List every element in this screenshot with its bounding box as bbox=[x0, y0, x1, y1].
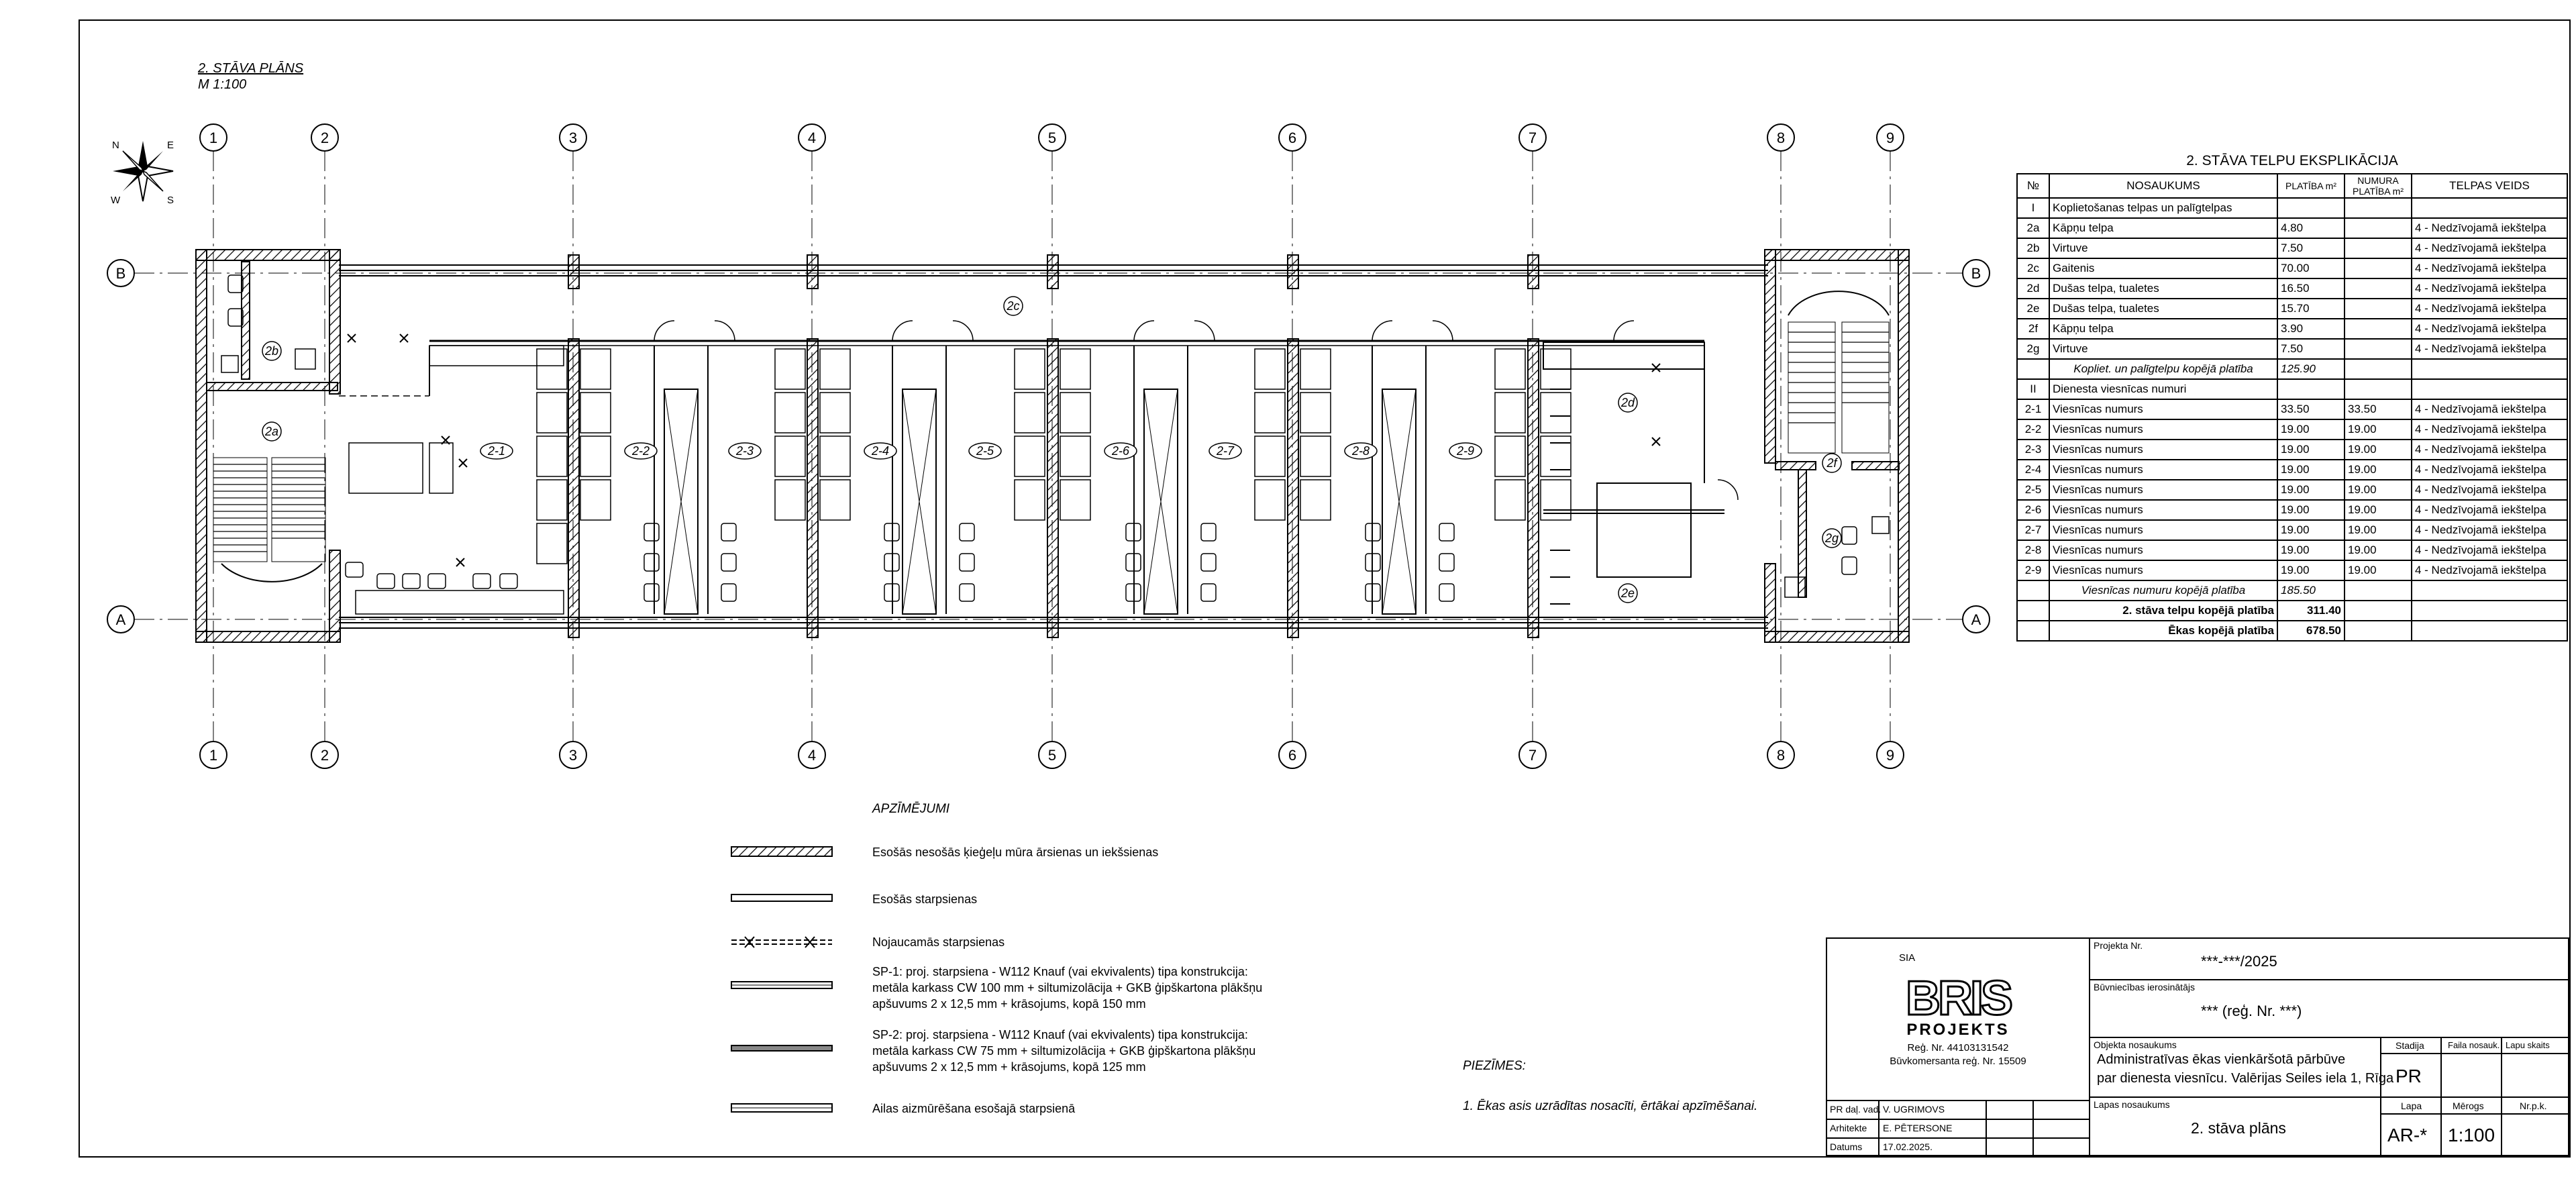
explication-header-row bbox=[2017, 174, 2567, 198]
svg-text:6: 6 bbox=[1288, 130, 1297, 146]
cell-no: 2-8 bbox=[2017, 540, 2049, 560]
cell-area: 19.00 bbox=[2277, 500, 2345, 520]
svg-text:B: B bbox=[1971, 265, 1981, 282]
explication-row bbox=[2017, 500, 2567, 520]
plan-title: 2. STĀVA PLĀNS bbox=[198, 61, 304, 76]
cell-area: 19.00 bbox=[2277, 520, 2345, 540]
cell-room-area bbox=[2345, 218, 2412, 238]
explication-row bbox=[2017, 218, 2567, 238]
cell-name: Viesnīcas numurs bbox=[2049, 440, 2277, 460]
cell-room-area bbox=[2345, 580, 2412, 601]
cell-type: 4 - Nedzīvojamā iekštelpa bbox=[2412, 299, 2567, 319]
cell-type: 4 - Nedzīvojamā iekštelpa bbox=[2412, 218, 2567, 238]
cell-type bbox=[2412, 379, 2567, 399]
tb-sheet-name: 2. stāva plāns bbox=[2191, 1119, 2286, 1137]
cell-type: 4 - Nedzīvojamā iekštelpa bbox=[2412, 278, 2567, 299]
cell-area: 15.70 bbox=[2277, 299, 2345, 319]
cell-type bbox=[2412, 198, 2567, 218]
svg-text:2-4: 2-4 bbox=[871, 444, 890, 458]
cell-room-area bbox=[2345, 379, 2412, 399]
explication-row bbox=[2017, 460, 2567, 480]
cell-room-area bbox=[2345, 601, 2412, 621]
cell-name: Dienesta viesnīcas numuri bbox=[2049, 379, 2277, 399]
explication-row bbox=[2017, 540, 2567, 560]
cell-name: Virtuve bbox=[2049, 238, 2277, 258]
svg-text:5: 5 bbox=[1047, 130, 1057, 146]
cell-room-area: 33.50 bbox=[2345, 399, 2412, 419]
cell-no: 2d bbox=[2017, 278, 2049, 299]
cell-name: Viesnīcas numurs bbox=[2049, 460, 2277, 480]
cell-name: Dušas telpa, tualetes bbox=[2049, 278, 2277, 299]
cell-room-area: 19.00 bbox=[2345, 480, 2412, 500]
svg-text:2-7: 2-7 bbox=[1216, 444, 1235, 458]
cell-name: Viesnīcas numurs bbox=[2049, 540, 2277, 560]
cell-type: 4 - Nedzīvojamā iekštelpa bbox=[2412, 440, 2567, 460]
cell-name: Kāpņu telpa bbox=[2049, 218, 2277, 238]
svg-text:2-2: 2-2 bbox=[631, 444, 650, 458]
cell-name: Viesnīcas numurs bbox=[2049, 399, 2277, 419]
tb-project-nr-label: Projekta Nr. bbox=[2094, 940, 2143, 951]
cell-area: 3.90 bbox=[2277, 319, 2345, 339]
svg-text:1: 1 bbox=[209, 747, 218, 764]
legend-item-sp2: SP-2: proj. starpsiena - W112 Knauf (vai ekvivalents) tipa konstrukcija: metāla karkass CW 75 mm + siltumizolācija + GKB ģipškartona plākšņu apšuvums 2 x 12,5 mm + krāsojums, kopā 125 mm bbox=[872, 1028, 1256, 1074]
explication-row bbox=[2017, 258, 2567, 278]
svg-text:3: 3 bbox=[568, 747, 578, 764]
cell-no bbox=[2017, 359, 2049, 379]
cell-area: 4.80 bbox=[2277, 218, 2345, 238]
svg-text:4: 4 bbox=[807, 130, 817, 146]
tb-scale: 1:100 bbox=[2448, 1125, 2495, 1145]
cell-area: 16.50 bbox=[2277, 278, 2345, 299]
cell-room-area bbox=[2345, 238, 2412, 258]
cell-type bbox=[2412, 621, 2567, 641]
explication-row bbox=[2017, 299, 2567, 319]
cell-area bbox=[2277, 198, 2345, 218]
explication-row bbox=[2017, 560, 2567, 580]
explication-row bbox=[2017, 480, 2567, 500]
legend-item-masonry: Esošās nesošās ķieģeļu mūra ārsienas un iekšsienas bbox=[872, 846, 1159, 859]
tb-object-line1: Administratīvas ēkas vienkāršotā pārbūve bbox=[2097, 1052, 2346, 1067]
explication-row bbox=[2017, 601, 2567, 621]
tb-role-1: PR daļ. vad. bbox=[1830, 1104, 1882, 1115]
cell-area: 678.50 bbox=[2277, 621, 2345, 641]
cell-area: 19.00 bbox=[2277, 440, 2345, 460]
cell-no: 2c bbox=[2017, 258, 2049, 278]
cell-type: 4 - Nedzīvojamā iekštelpa bbox=[2412, 258, 2567, 278]
tb-name-3: 17.02.2025. bbox=[1883, 1141, 1933, 1152]
explication-row bbox=[2017, 399, 2567, 419]
cell-no: 2-7 bbox=[2017, 520, 2049, 540]
svg-text:2d: 2d bbox=[1620, 396, 1635, 409]
cell-type: 4 - Nedzīvojamā iekštelpa bbox=[2412, 480, 2567, 500]
room-explication bbox=[2016, 153, 2568, 642]
cell-type: 4 - Nedzīvojamā iekštelpa bbox=[2412, 399, 2567, 419]
cell-type: 4 - Nedzīvojamā iekštelpa bbox=[2412, 500, 2567, 520]
cell-no bbox=[2017, 580, 2049, 601]
cell-room-area bbox=[2345, 299, 2412, 319]
tb-object-line2: par dienesta viesnīcu. Valērijas Seiles iela 1, Rīga bbox=[2097, 1071, 2394, 1086]
cell-type: 4 - Nedzīvojamā iekštelpa bbox=[2412, 460, 2567, 480]
svg-text:9: 9 bbox=[1886, 130, 1895, 146]
cell-type: 4 - Nedzīvojamā iekštelpa bbox=[2412, 319, 2567, 339]
header-area: PLATĪBA m² bbox=[2277, 174, 2345, 198]
legend-item-demolished: Nojaucamās starpsienas bbox=[872, 935, 1005, 949]
tb-sheet-name-label: Lapas nosaukums bbox=[2094, 1099, 2170, 1110]
cell-no: 2-6 bbox=[2017, 500, 2049, 520]
cell-area: 33.50 bbox=[2277, 399, 2345, 419]
cell-area: 311.40 bbox=[2277, 601, 2345, 621]
cell-no bbox=[2017, 601, 2049, 621]
cell-room-area bbox=[2345, 278, 2412, 299]
cell-name: 2. stāva telpu kopējā platība bbox=[2049, 601, 2277, 621]
cell-no bbox=[2017, 621, 2049, 641]
cell-room-area bbox=[2345, 258, 2412, 278]
cell-no: II bbox=[2017, 379, 2049, 399]
cell-room-area bbox=[2345, 621, 2412, 641]
explication-row bbox=[2017, 580, 2567, 601]
svg-text:2b: 2b bbox=[264, 344, 279, 358]
cell-area: 19.00 bbox=[2277, 480, 2345, 500]
floor-plan bbox=[196, 250, 1909, 642]
svg-text:2f: 2f bbox=[1826, 456, 1837, 470]
cell-name: Viesnīcas numuru kopējā platība bbox=[2049, 580, 2277, 601]
notes-item: 1. Ēkas asis uzrādītas nosacīti, ērtākai apzīmēšanai. bbox=[1463, 1099, 1758, 1113]
svg-text:A: A bbox=[1971, 611, 1981, 628]
cell-area: 7.50 bbox=[2277, 339, 2345, 359]
svg-text:3: 3 bbox=[568, 130, 578, 146]
cell-no: 2-1 bbox=[2017, 399, 2049, 419]
cell-name: Kopliet. un palīgtelpu kopējā platība bbox=[2049, 359, 2277, 379]
explication-row bbox=[2017, 379, 2567, 399]
cell-room-area: 19.00 bbox=[2345, 440, 2412, 460]
tb-sheets-label: Lapu skaits bbox=[2506, 1040, 2550, 1050]
svg-text:2-6: 2-6 bbox=[1111, 444, 1130, 458]
explication-row bbox=[2017, 359, 2567, 379]
cell-room-area: 19.00 bbox=[2345, 540, 2412, 560]
cell-no: 2g bbox=[2017, 339, 2049, 359]
cell-name: Kāpņu telpa bbox=[2049, 319, 2277, 339]
svg-text:6: 6 bbox=[1288, 747, 1297, 764]
cell-name: Ēkas kopējā platība bbox=[2049, 621, 2277, 641]
cell-name: Viesnīcas numurs bbox=[2049, 419, 2277, 440]
svg-text:B: B bbox=[115, 265, 126, 282]
svg-text:5: 5 bbox=[1047, 747, 1057, 764]
explication-row bbox=[2017, 339, 2567, 359]
tb-file-label: Faila nosauk. bbox=[2448, 1040, 2500, 1050]
axis-bubbles-bottom bbox=[200, 741, 1904, 768]
cell-type: 4 - Nedzīvojamā iekštelpa bbox=[2412, 419, 2567, 440]
svg-text:A: A bbox=[115, 611, 126, 628]
cell-room-area bbox=[2345, 319, 2412, 339]
cell-area: 19.00 bbox=[2277, 560, 2345, 580]
tb-sheet-label: Lapa bbox=[2401, 1101, 2422, 1111]
svg-text:2e: 2e bbox=[1620, 586, 1635, 600]
cell-type bbox=[2412, 601, 2567, 621]
svg-text:9: 9 bbox=[1886, 747, 1895, 764]
cell-no: 2-9 bbox=[2017, 560, 2049, 580]
cell-room-area bbox=[2345, 198, 2412, 218]
legend-item-opening-fill: Ailas aizmūrēšana esošajā starpsienā bbox=[872, 1102, 1076, 1115]
svg-text:1: 1 bbox=[209, 130, 218, 146]
cell-room-area: 19.00 bbox=[2345, 520, 2412, 540]
svg-text:2a: 2a bbox=[264, 425, 279, 438]
svg-text:Reģ. Nr. 44103131542: Reģ. Nr. 44103131542 bbox=[1907, 1042, 2009, 1054]
svg-text:7: 7 bbox=[1528, 130, 1537, 146]
cell-room-area: 19.00 bbox=[2345, 560, 2412, 580]
svg-text:2: 2 bbox=[320, 747, 329, 764]
svg-text:E: E bbox=[167, 140, 174, 151]
header-no: № bbox=[2017, 174, 2049, 198]
tb-scale-label: Mērogs bbox=[2453, 1101, 2484, 1111]
cell-no: 2-5 bbox=[2017, 480, 2049, 500]
cell-room-area: 19.00 bbox=[2345, 460, 2412, 480]
cell-area: 185.50 bbox=[2277, 580, 2345, 601]
cell-no: I bbox=[2017, 198, 2049, 218]
cell-area: 7.50 bbox=[2277, 238, 2345, 258]
explication-caption: 2. STĀVA TELPU EKSPLIKĀCIJA bbox=[2186, 153, 2398, 168]
cell-type: 4 - Nedzīvojamā iekštelpa bbox=[2412, 540, 2567, 560]
cell-no: 2f bbox=[2017, 319, 2049, 339]
tb-stage-label: Stadija bbox=[2395, 1040, 2424, 1051]
svg-text:SIA: SIA bbox=[1899, 952, 1916, 964]
compass-icon bbox=[111, 140, 174, 206]
svg-text:2-9: 2-9 bbox=[1456, 444, 1475, 458]
cell-type: 4 - Nedzīvojamā iekštelpa bbox=[2412, 560, 2567, 580]
svg-text:2-5: 2-5 bbox=[976, 444, 994, 458]
tb-project-nr: ***-***/2025 bbox=[2201, 953, 2277, 970]
svg-text:BRIS: BRIS bbox=[1905, 972, 2011, 1025]
tb-name-1: V. UGRIMOVS bbox=[1883, 1104, 1945, 1115]
legend-title: APZĪMĒJUMI bbox=[872, 802, 950, 816]
svg-text:2c: 2c bbox=[1007, 299, 1020, 313]
cell-room-area bbox=[2345, 339, 2412, 359]
svg-text:7: 7 bbox=[1528, 747, 1537, 764]
tb-initiator: *** (reģ. Nr. ***) bbox=[2201, 1003, 2302, 1019]
tb-name-2: E. PĒTERSONE bbox=[1883, 1123, 1953, 1133]
cell-area: 19.00 bbox=[2277, 460, 2345, 480]
axis-bubbles-top bbox=[200, 124, 1904, 151]
cell-type bbox=[2412, 580, 2567, 601]
tb-nr-label: Nr.p.k. bbox=[2520, 1101, 2547, 1111]
cell-no: 2-2 bbox=[2017, 419, 2049, 440]
legend-item-existing-partitions: Esošās starpsienas bbox=[872, 892, 978, 906]
explication-row bbox=[2017, 319, 2567, 339]
legend-symbols bbox=[731, 847, 832, 1112]
cell-type: 4 - Nedzīvojamā iekštelpa bbox=[2412, 520, 2567, 540]
header-room-area: NUMURA PLATĪBA m² bbox=[2345, 174, 2412, 198]
header-type: TELPAS VEIDS bbox=[2412, 174, 2567, 198]
cell-name: Viesnīcas numurs bbox=[2049, 520, 2277, 540]
explication-row bbox=[2017, 621, 2567, 641]
cell-name: Viesnīcas numurs bbox=[2049, 480, 2277, 500]
tb-stage: PR bbox=[2395, 1066, 2422, 1086]
cell-type: 4 - Nedzīvojamā iekštelpa bbox=[2412, 238, 2567, 258]
cell-type bbox=[2412, 359, 2567, 379]
plan-scale: M 1:100 bbox=[198, 77, 247, 92]
company-logo bbox=[1890, 952, 2026, 1067]
cell-no: 2e bbox=[2017, 299, 2049, 319]
cell-name: Viesnīcas numurs bbox=[2049, 560, 2277, 580]
explication-row bbox=[2017, 520, 2567, 540]
svg-text:2: 2 bbox=[320, 130, 329, 146]
cell-room-area: 19.00 bbox=[2345, 500, 2412, 520]
cell-area bbox=[2277, 379, 2345, 399]
tb-initiator-label: Būvniecības ierosinātājs bbox=[2094, 982, 2195, 992]
svg-text:W: W bbox=[111, 195, 121, 206]
explication-row bbox=[2017, 198, 2567, 218]
svg-text:2g: 2g bbox=[1824, 531, 1839, 545]
cell-name: Gaitenis bbox=[2049, 258, 2277, 278]
header-name: NOSAUKUMS bbox=[2049, 174, 2277, 198]
cell-name: Viesnīcas numurs bbox=[2049, 500, 2277, 520]
svg-text:2-3: 2-3 bbox=[735, 444, 754, 458]
svg-text:8: 8 bbox=[1776, 130, 1786, 146]
svg-text:PROJEKTS: PROJEKTS bbox=[1906, 1021, 2010, 1039]
svg-text:4: 4 bbox=[807, 747, 817, 764]
cell-area: 19.00 bbox=[2277, 540, 2345, 560]
cell-no: 2a bbox=[2017, 218, 2049, 238]
explication-row bbox=[2017, 419, 2567, 440]
explication-row bbox=[2017, 238, 2567, 258]
legend-item-sp1: SP-1: proj. starpsiena - W112 Knauf (vai ekvivalents) tipa konstrukcija: metāla karkass CW 100 mm + siltumizolācija + GKB ģipškartona plākšņu apšuvums 2 x 12,5 mm + krāsojums, kopā 150 mm bbox=[872, 965, 1263, 1011]
svg-text:Būvkomersanta reģ. Nr. 15509: Būvkomersanta reģ. Nr. 15509 bbox=[1890, 1056, 2026, 1067]
svg-text:2-8: 2-8 bbox=[1351, 444, 1370, 458]
cell-name: Dušas telpa, tualetes bbox=[2049, 299, 2277, 319]
cell-name: Virtuve bbox=[2049, 339, 2277, 359]
svg-text:S: S bbox=[167, 195, 174, 206]
cell-type: 4 - Nedzīvojamā iekštelpa bbox=[2412, 339, 2567, 359]
cell-room-area: 19.00 bbox=[2345, 419, 2412, 440]
cell-name: Koplietošanas telpas un palīgtelpas bbox=[2049, 198, 2277, 218]
svg-text:2-1: 2-1 bbox=[487, 444, 506, 458]
explication-row bbox=[2017, 278, 2567, 299]
explication-row bbox=[2017, 440, 2567, 460]
tb-sheet: AR-* bbox=[2387, 1125, 2428, 1145]
notes-title: PIEZĪMES: bbox=[1463, 1059, 1526, 1073]
cell-area: 125.90 bbox=[2277, 359, 2345, 379]
cell-no: 2-3 bbox=[2017, 440, 2049, 460]
tb-role-2: Arhitekte bbox=[1830, 1123, 1867, 1133]
svg-text:N: N bbox=[112, 140, 119, 151]
tb-object-label: Objekta nosaukums bbox=[2094, 1039, 2177, 1050]
cell-no: 2-4 bbox=[2017, 460, 2049, 480]
cell-no: 2b bbox=[2017, 238, 2049, 258]
cell-area: 70.00 bbox=[2277, 258, 2345, 278]
cell-room-area bbox=[2345, 359, 2412, 379]
cell-area: 19.00 bbox=[2277, 419, 2345, 440]
tb-role-3: Datums bbox=[1830, 1141, 1863, 1152]
svg-text:8: 8 bbox=[1776, 747, 1786, 764]
explication-table bbox=[2016, 173, 2568, 642]
